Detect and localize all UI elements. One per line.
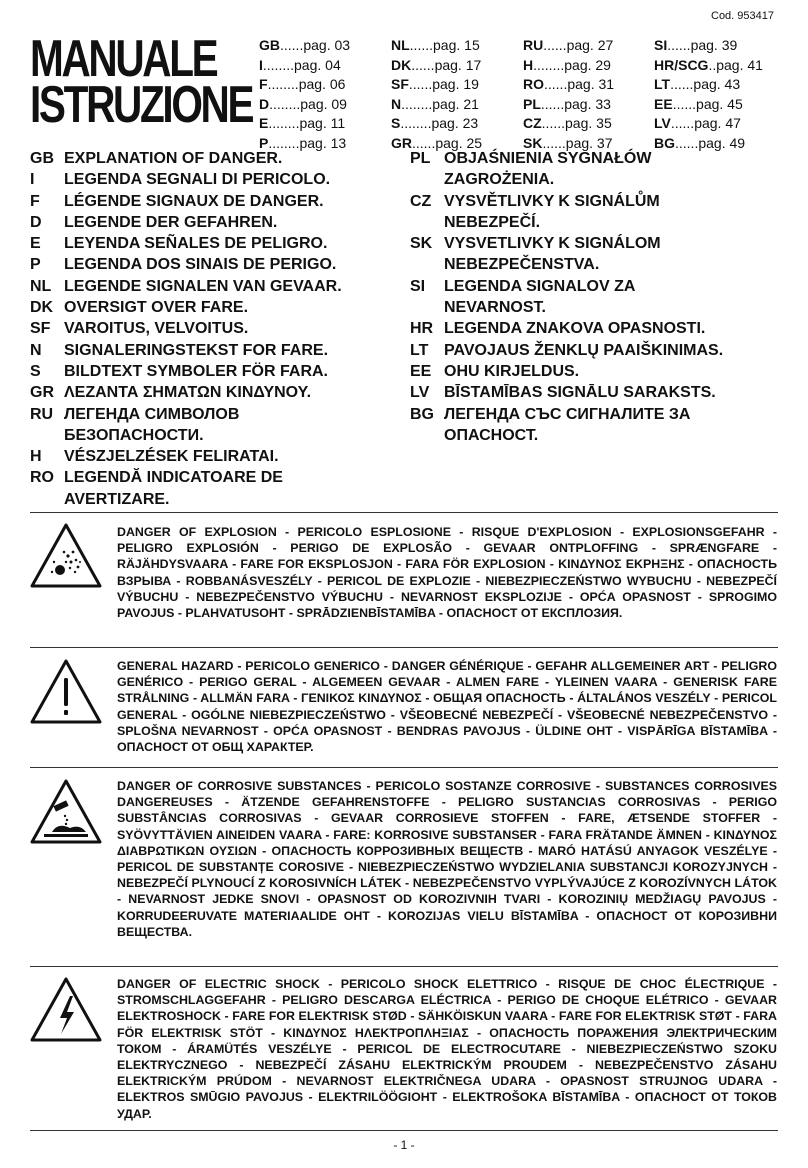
electric-shock-icon (30, 976, 102, 1044)
legend-line (30, 148, 390, 169)
legend-line (30, 425, 390, 446)
legend-lang-code: SF (30, 320, 51, 338)
index-dots: ........ (269, 95, 301, 112)
index-dots: ........ (268, 134, 300, 151)
index-dots: ...... (667, 37, 691, 53)
divider (30, 512, 778, 513)
index-entry (259, 114, 350, 134)
index-entry (523, 75, 614, 95)
legend-text: LEYENDA SEÑALES DE PELIGRO. (64, 235, 328, 253)
legend-lang-code: LT (410, 341, 429, 359)
index-page: pag. 27 (566, 37, 614, 53)
legend-text: LEGENDĂ INDICATOARE DE (64, 469, 283, 487)
index-dots: ...... (670, 115, 695, 131)
legend-text: VAROITUS, VELVOITUS. (64, 320, 249, 338)
legend-lang-code: I (30, 171, 35, 189)
index-lang-code: BG (654, 134, 675, 151)
index-page: pag. 37 (565, 134, 613, 151)
index-lang-code: D (259, 95, 270, 112)
divider (30, 767, 778, 768)
legend-line (30, 340, 390, 361)
index-lang-code: SK (523, 134, 543, 151)
legend-lang-code: D (30, 213, 42, 231)
legend-lang-code: LV (410, 384, 430, 402)
index-entry (391, 114, 482, 134)
corrosive-substances-icon (30, 778, 102, 846)
index-entry (654, 75, 763, 95)
index-lang-code: E (259, 115, 269, 131)
legend-line (410, 361, 780, 382)
divider (30, 1130, 778, 1131)
title-line-1: MANUALE (30, 30, 217, 88)
legend-line (30, 467, 390, 488)
legend-line (410, 382, 780, 403)
legend-lang-code: HR (410, 320, 434, 338)
index-page: pag. 13 (299, 134, 347, 151)
legend-lang-code: E (30, 235, 41, 253)
index-page: pag. 25 (435, 134, 483, 151)
legend-text: ZAGROŻENIA. (444, 171, 555, 189)
index-page: pag. 31 (567, 76, 615, 92)
legend-text: VÉSZJELZÉSEK FELIRATAI. (64, 448, 279, 466)
legend-lang-code: PL (410, 150, 431, 167)
legend-line (30, 297, 390, 318)
legend-text: NEVARNOST. (444, 299, 546, 317)
index-lang-code: SI (654, 37, 668, 53)
legend-lang-code: NL (30, 277, 52, 295)
index-dots: ...... (409, 37, 434, 53)
legend-text: ΛΕΖΑΝΤΑ ΣΗΜΑΤΩΝ ΚΙΝΔΥΝΟΥ. (64, 384, 312, 402)
index-page: pag. 23 (431, 115, 479, 131)
legend-text: LEGENDE DER GEFAHREN. (64, 213, 278, 231)
index-page: pag. 33 (564, 95, 611, 112)
index-page: pag. 21 (432, 95, 479, 112)
index-dots: ...... (544, 76, 568, 92)
index-page: pag. 19 (432, 76, 479, 92)
index-lang-code: EE (654, 95, 673, 112)
legend-lang-code: BG (410, 405, 434, 423)
page-number: - 1 - (393, 1138, 415, 1152)
title-line-2: ISTRUZIONE (30, 76, 253, 134)
index-lang-code: PL (523, 95, 541, 112)
index-page: pag. 41 (716, 56, 763, 73)
index-entry (391, 95, 482, 115)
index-entry (391, 56, 482, 76)
index-lang-code: RU (523, 37, 544, 53)
index-dots: ...... (670, 76, 694, 92)
legend-text: LÉGENDE SIGNAUX DE DANGER. (64, 192, 324, 210)
legend-lang-code: CZ (410, 192, 432, 210)
index-entry (391, 36, 482, 56)
legend-line (30, 169, 390, 190)
index-lang-code: I (259, 56, 263, 73)
index-dots: ...... (280, 37, 304, 53)
index-entry (259, 56, 350, 76)
legend-text: NEBEZPEČÍ. (444, 213, 541, 231)
index-dots: ........ (401, 95, 433, 112)
index-lang-code: F (259, 76, 268, 92)
legend-lang-code: GB (30, 150, 54, 167)
electric-shock-text: DANGER OF ELECTRIC SHOCK - PERICOLO SHOCK ELETTRICO - RISQUE DE CHOC ÉLECTRIQUE - STROMSCHLAGGEFAHR - PELIGRO DESCARGA ELÉCTRICA - PERIGO DE CHOQUE ELÉTRICO - GEVAAR ELEKTROSHOCK - FARE FOR ELEKTRISK STØD - SÄHKÖISKUN VAARA - FARE FOR ELEKTRISK STØT - FARA FÖR ELEKTRISK STÖT - ΚΙΝΔΥΝΟΣ ΗΛΕΚΤΡΟΠΛΗΞΙΑΣ - ОПАСНОСТЬ ПОРАЖЕНИЯ ЭЛЕКТРИЧЕСКИМ ТОКОМ - ÁRAMÜTÉS VESZÉLYE - PERICOL DE ELECTROCUTARE - NIEBEZPIECZEŃSTWO SZOKU ELEKTRYCZNEGO - NEBEZPEČÍ ZÁSAHU ELEKTRICKÝM PROUDEM - NEBEZPEČENSTVO ZÁSAHU ELEKTRICKÝM PRÚDOM - NEVARNOST ELEKTRIČNEGA UDARA - OPASNOST STRUJNOG UDARA - ELEKTROS SMŪGIO PAVOJUS - ELEKTRILÖÖGIOHT - ELEKTROŠOKA BĪSTAMĪBA - ОПАСНОСТ ОТ ТОКОВ УДАР. (117, 977, 777, 1121)
legend-text: OHU KIRJELDUS. (444, 362, 580, 380)
explosion-warning-icon (30, 522, 102, 590)
general-hazard-icon (30, 658, 102, 726)
legend-text: ОПАСНОСТ. (444, 426, 539, 444)
legend-line (30, 382, 390, 403)
index-entry (523, 56, 614, 76)
legend-lang-code (410, 212, 444, 233)
legend-lang-code (30, 425, 64, 446)
legend-line (410, 297, 780, 318)
index-entry (654, 114, 763, 134)
legend-text: LEGENDA ZNAKOVA OPASNOSTI. (444, 320, 706, 338)
legend-line (30, 404, 390, 425)
legend-line (30, 254, 390, 275)
index-dots: ...... (408, 76, 433, 92)
index-dots: .. (708, 56, 717, 73)
index-lang-code: DK (391, 56, 412, 73)
index-lang-code: NL (391, 37, 410, 53)
legend-text: БЕЗОПАСНОСТИ. (64, 426, 204, 444)
manual-title (30, 30, 253, 134)
legend-line (410, 318, 780, 339)
index-entry (654, 56, 763, 76)
index-page: pag. 39 (690, 37, 738, 53)
index-page: pag. 35 (565, 115, 612, 131)
index-page: pag. 43 (693, 76, 741, 92)
index-dots: ...... (412, 134, 436, 151)
legend-line (410, 212, 780, 233)
index-entry (391, 75, 482, 95)
legend-text: EXPLANATION OF DANGER. (64, 150, 283, 167)
legend-lang-code: H (30, 448, 42, 466)
index-dots: ...... (672, 95, 697, 112)
legend-line (30, 276, 390, 297)
document-code: Cod. 953417 (711, 10, 774, 22)
index-column (391, 36, 482, 153)
legend-text: PAVOJAUS ŽENKLŲ PAAIŠKINIMAS. (444, 341, 724, 359)
legend-text: LEGENDA SEGNALI DI PERICOLO. (64, 171, 331, 189)
legend-line (410, 148, 780, 169)
legend-lang-code: SK (410, 235, 433, 253)
index-page: pag. 04 (294, 56, 341, 73)
legend-lang-code: N (30, 341, 42, 359)
index-page: pag. 03 (303, 37, 351, 53)
index-entry (654, 36, 763, 56)
index-lang-code: HR/SCG (654, 56, 709, 73)
index-dots: ...... (541, 115, 566, 131)
index-entry (259, 36, 350, 56)
legend-line (30, 318, 390, 339)
legend-text: SIGNALERINGSTEKST FOR FARE. (64, 341, 329, 359)
index-lang-code: SF (391, 76, 409, 92)
legend-line (410, 276, 780, 297)
legend-lang-code (410, 254, 444, 275)
index-column (523, 36, 614, 153)
legend-line (30, 191, 390, 212)
legend-text: ЛЕГЕНДА СИМВОЛОВ (64, 405, 240, 423)
legend-lang-code: DK (30, 299, 54, 317)
legend-text: LEGENDA SIGNALOV ZA (444, 277, 636, 295)
legend-text: OVERSIGT OVER FARE. (64, 299, 249, 317)
legend-text: AVERTIZARE. (64, 490, 170, 508)
index-page: pag. 06 (298, 76, 346, 92)
index-dots: ........ (533, 56, 565, 73)
index-page: pag. 45 (696, 95, 743, 112)
legend-lang-code: SI (410, 277, 426, 295)
index-lang-code: CZ (523, 115, 542, 131)
legend-lang-code: F (30, 192, 40, 210)
legend-text: ЛЕГЕНДА СЪС СИГНАЛИТЕ ЗА (444, 405, 691, 423)
index-dots: ........ (267, 76, 299, 92)
legend-line (410, 169, 780, 190)
legend-text: VYSVETLIVKY K SIGNÁLOM (444, 235, 661, 253)
legend-list-right (410, 148, 780, 446)
legend-lang-code: EE (410, 362, 432, 380)
legend-line (30, 361, 390, 382)
general-hazard-text: GENERAL HAZARD - PERICOLO GENERICO - DANGER GÉNÉRIQUE - GEFAHR ALLGEMEINER ART - PELIGRO GENÉRICO - PERIGO GERAL - ALGEMEEN GEVAAR - ALMEN FARE - YLEINEN VAARA - GENERISK FARE STRÅLNING - ALLMÄN FARA - ΓΕΝΙΚΟΣ ΚΙΝΔΥΝΟΣ - ОБЩАЯ ОПАСНОСТЬ - ÁLTALÁNOS VESZÉLY - PERICOL GENERAL - OGÓLNE NIEBEZPIECZEŃSTWO - VŠEOBECNÉ NEBEZPEČÍ - VŠEOBECNÉ NEBEZPEČENSTVO - SPLOŠNA NEVARNOST - OPĆA OPASNOST - BENDRAS PAVOJUS - ÜLDINE OHT - VISPĀRĪGA BĪSTAMĪBA - ОПАСНОСТ ОТ ОБЩ ХАРАКТЕР. (117, 659, 777, 755)
index-page: pag. 47 (694, 115, 741, 131)
index-dots: ...... (540, 95, 565, 112)
legend-line (30, 233, 390, 254)
legend-line (410, 425, 780, 446)
legend-line (410, 233, 780, 254)
legend-line (30, 489, 390, 510)
index-column (259, 36, 350, 153)
legend-lang-code: RU (30, 405, 54, 423)
legend-text: BĪSTAMĪBAS SIGNĀLU SARAKSTS. (444, 384, 716, 402)
index-entry (654, 95, 763, 115)
index-entry (259, 95, 350, 115)
legend-lang-code: S (30, 362, 41, 380)
legend-lang-code (410, 169, 444, 190)
index-dots: ........ (262, 56, 295, 73)
index-page: pag. 29 (564, 56, 611, 73)
legend-line (30, 446, 390, 467)
index-lang-code: GB (259, 37, 280, 53)
legend-line (410, 191, 780, 212)
danger-explosion-text: DANGER OF EXPLOSION - PERICOLO ESPLOSIONE - RISQUE D'EXPLOSION - EXPLOSIONSGEFAHR - PELIGRO EXPLOSIÓN - PERIGO DE EXPLOSÃO - GEVAAR ONTPLOFFING - SPRÆNGFARE - RÄJÄHDYSVAARA - FARE FOR EKSPLOSJON - FARA FÖR EXPLOSION - ΚΙΝΔΥΝΟΣ ΕΚΡΗΞΗΣ - ОПАСНОСТЬ ВЗРЫВА - ROBBANÁSVESZÉLY - PERICOL DE EXPLOZIE - NIEBEZPIECZEŃSTWO WYBUCHU - NEBEZPEČÍ VÝBUCHU - NEBEZPEČENSTVO VÝBUCHU - NEVARNOST EKSPLOZIJE - OPĆA OPASNOST - SPROGIMO PAVOJUS - PLAHVATUSOHT - SPRĀDZIENBĪSTAMĪBA - ОПАСНОСТ ОТ ЕКСПЛОЗИЯ. (117, 525, 777, 621)
index-lang-code: GR (391, 134, 412, 151)
legend-lang-code: RO (30, 469, 54, 487)
index-dots: ...... (543, 37, 567, 53)
index-page: pag. 17 (434, 56, 482, 73)
legend-line (30, 212, 390, 233)
index-dots: ...... (542, 134, 566, 151)
divider (30, 966, 778, 967)
legend-list-left (30, 148, 390, 510)
index-dots: ........ (400, 115, 432, 131)
index-lang-code: LT (654, 76, 671, 92)
divider (30, 647, 778, 648)
index-page: pag. 49 (698, 134, 746, 151)
index-lang-code: RO (523, 76, 544, 92)
legend-text: NEBEZPEČENSTVA. (444, 256, 600, 274)
corrosive-substances-text: DANGER OF CORROSIVE SUBSTANCES - PERICOLO SOSTANZE CORROSIVE - SUBSTANCES CORROSIVES DANGEREUSES - ÄTZENDE GEFAHRENSTOFFE - PELIGRO SUSTANCIAS CORROSIVAS - PERIGO SUBSTÂNCIAS CORROSIVAS - GEVAAR CORROSIEVE STOFFEN - FARE, ÆTSENDE STOFFER - SYÖVYTTÄVIEN AINEIDEN VAARA - FARE: KORROSIVE SUBSTANSER - FARA FRÄTANDE ÄMNEN - ΚΙΝΔΥΝΟΣ ΔΙΑΒΡΩΤΙΚΩΝ ΟΥΣΙΩΝ - ОПАСНОСТЬ КОРРОЗИВНЫХ ВЕЩЕСТВ - MARÓ HATÁSÚ ANYAGOK VESZÉLYE - PERICOL DE SUBSTANȚE COROSIVE - NIEBEZPIECZEŃSTWO WYDZIELANIA SUBSTANCJI KOROZYJNYCH - NEBEZPEČÍ PLYNOUCÍ Z KOROSIVNÍCH LÁTEK - NEBEZPEČENSTVO VYPLÝVAJÚCE Z KOROZÍVNYCH LÁTOK - NEVARNOST JEDKE SNOVI - OPASNOST OD KOROZIVNIH TVARI - KOROZINIŲ MEDŽIAGŲ PAVOJUS - KORRUDEERUVATE MATERIAALIDE OHT - KOROZIJAS VIELU BĪSTAMĪBA - ОПАСНОСТ ОТ КОРОЗИВНИ ВЕЩЕСТВА. (117, 779, 777, 939)
index-entry (259, 75, 350, 95)
index-entry (523, 95, 614, 115)
legend-lang-code (30, 489, 64, 510)
index-entry (523, 114, 614, 134)
index-lang-code: LV (654, 115, 671, 131)
index-dots: ...... (675, 134, 699, 151)
index-dots: ........ (268, 115, 300, 131)
legend-text: OBJAŚNIENIA SYGNAŁÓW (444, 150, 652, 167)
legend-text: BILDTEXT SYMBOLER FÖR FARA. (64, 362, 328, 380)
legend-lang-code (410, 425, 444, 446)
index-entry (523, 36, 614, 56)
legend-lang-code: P (30, 256, 41, 274)
legend-line (410, 254, 780, 275)
index-lang-code: P (259, 134, 269, 151)
index-lang-code: H (523, 56, 534, 73)
index-page: pag. 15 (433, 37, 480, 53)
legend-line (410, 404, 780, 425)
legend-text: LEGENDE SIGNALEN VAN GEVAAR. (64, 277, 342, 295)
index-page: pag. 09 (300, 95, 347, 112)
index-lang-code: S (391, 115, 401, 131)
legend-line (410, 340, 780, 361)
index-page: pag. 11 (299, 115, 346, 131)
index-dots: ...... (411, 56, 435, 73)
legend-lang-code: GR (30, 384, 54, 402)
index-lang-code: N (391, 95, 402, 112)
legend-text: VYSVĚTLIVKY K SIGNÁLŮM (444, 192, 660, 210)
index-column (654, 36, 763, 153)
legend-text: LEGENDA DOS SINAIS DE PERIGO. (64, 256, 337, 274)
legend-lang-code (410, 297, 444, 318)
